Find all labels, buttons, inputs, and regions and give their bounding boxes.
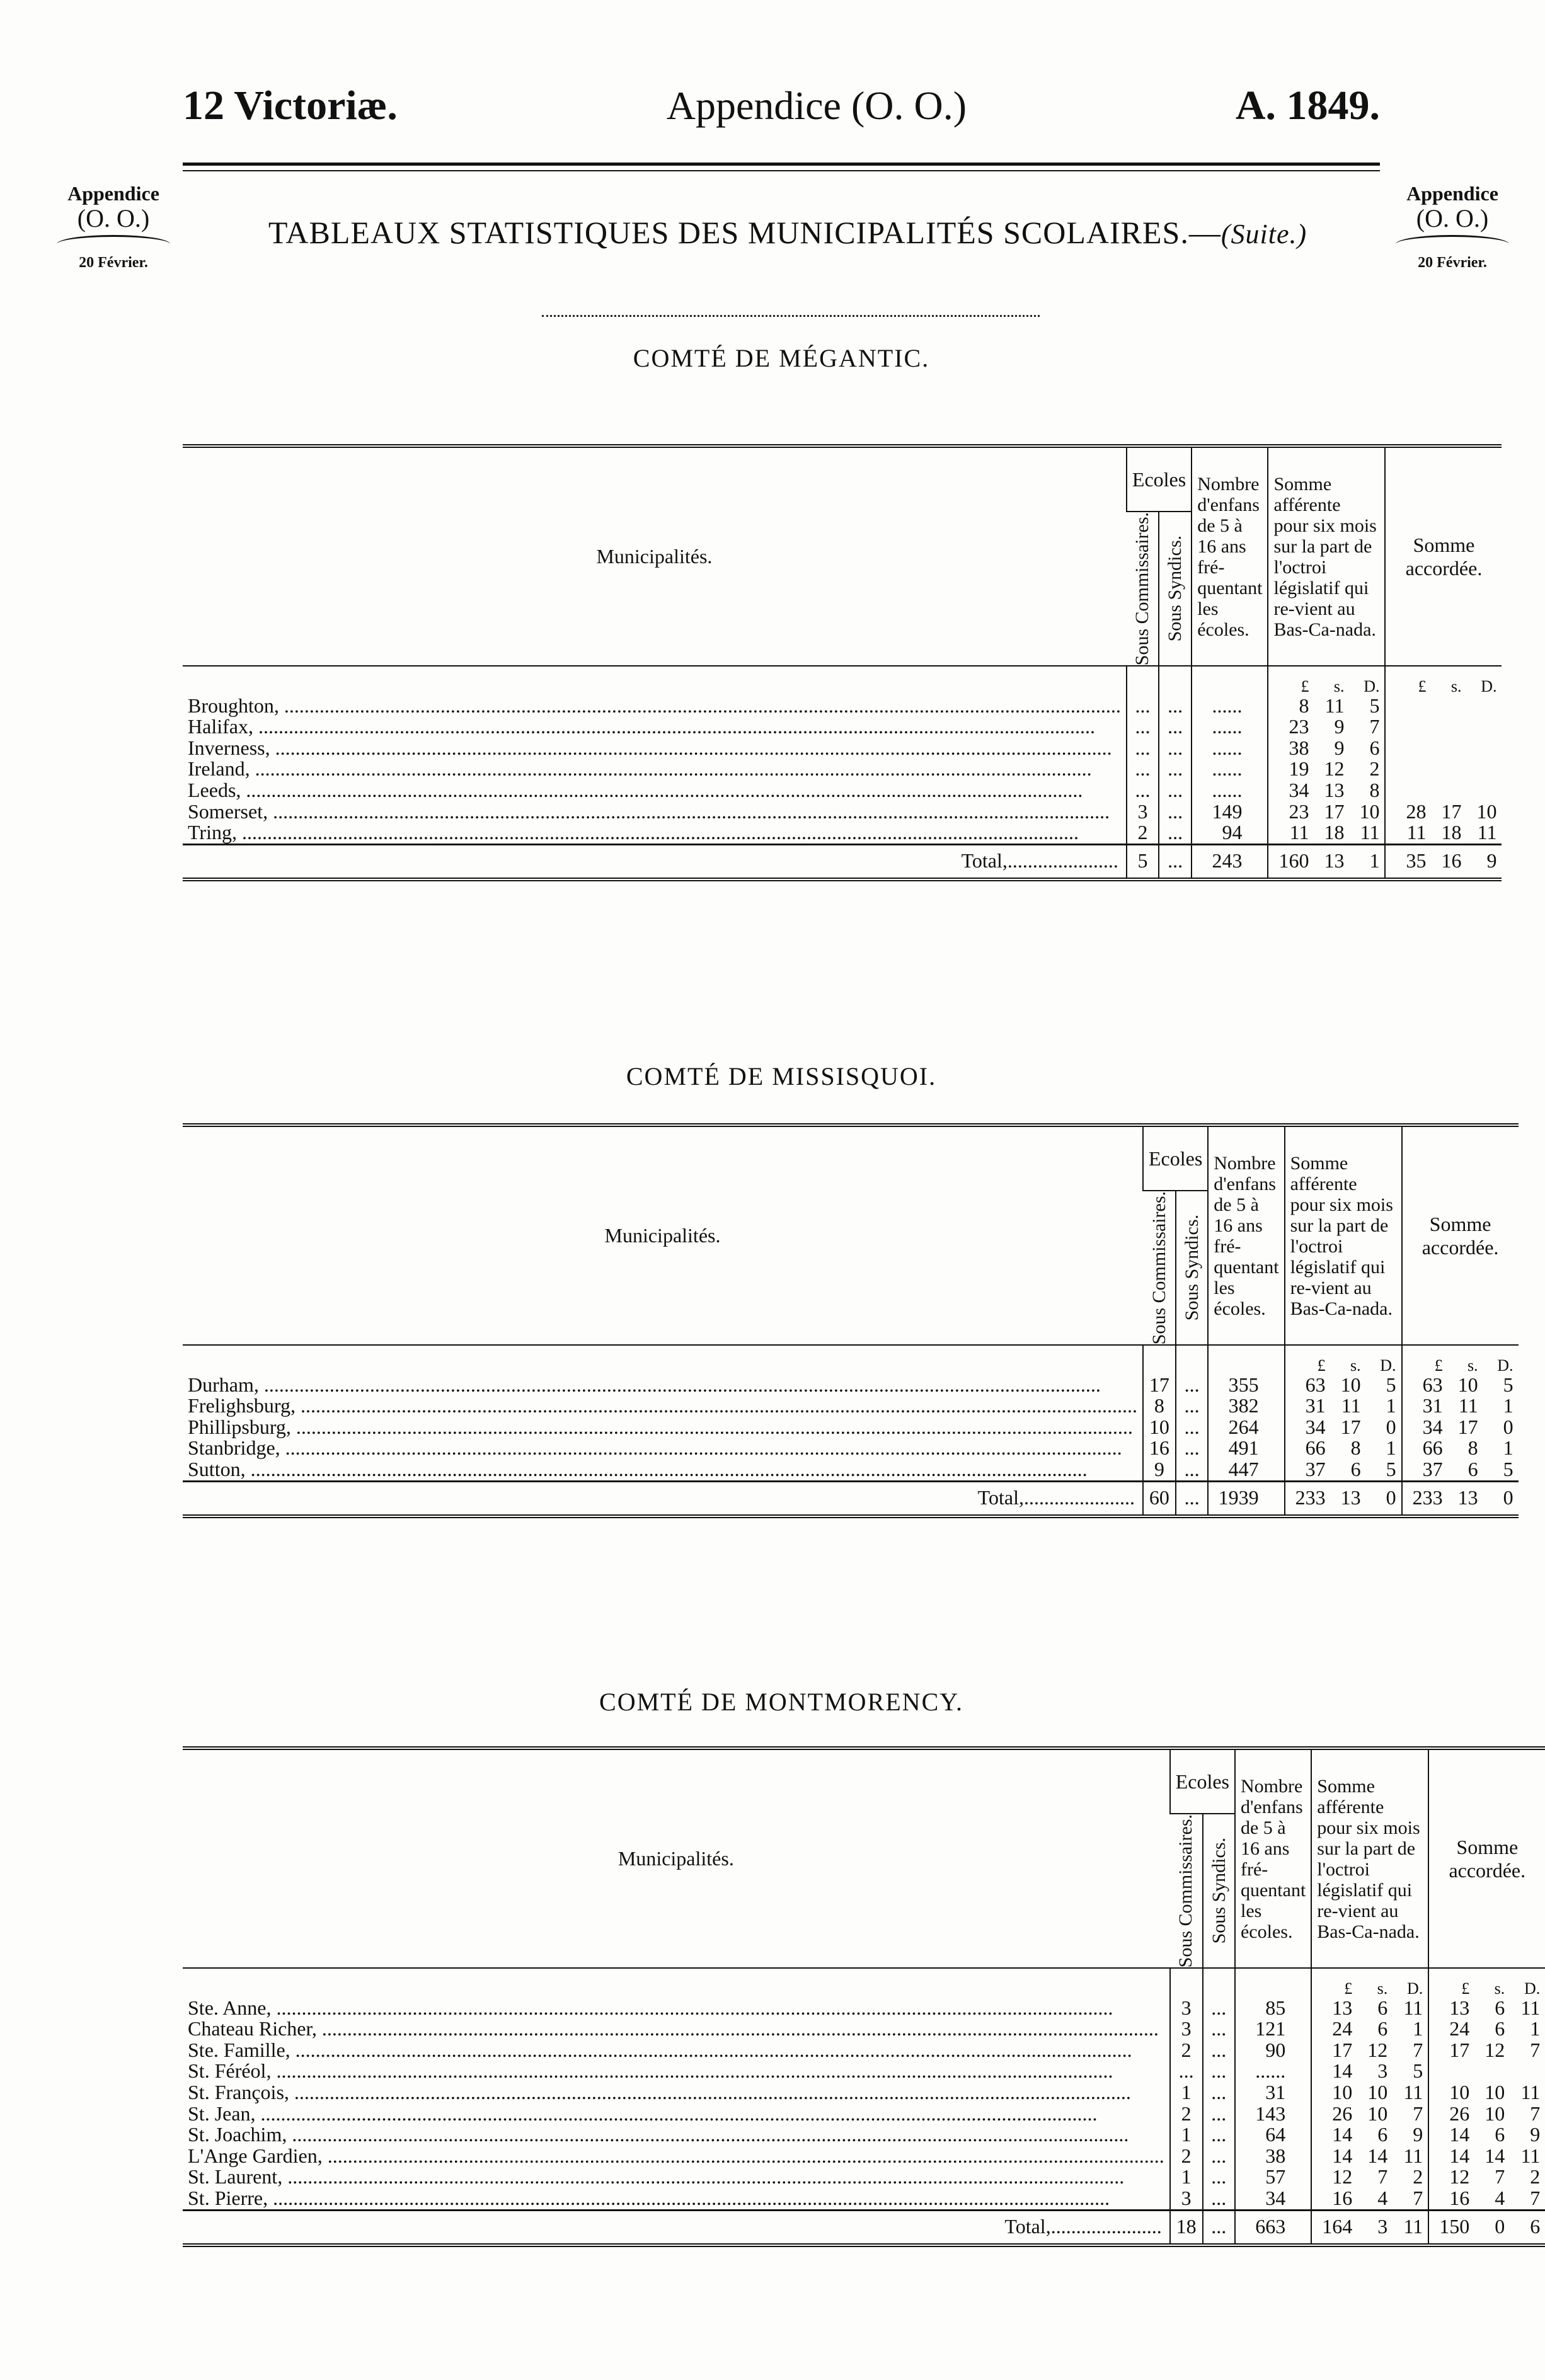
municipality-name: St. Féréol, ..... [183,2061,1170,2082]
municipality-name: St. Pierre, ..... [183,2188,1170,2210]
sous-syndics-value: ... [1159,695,1192,717]
col-municipalites: Municipalités. [617,1847,734,1870]
municipality-name: Broughton, ..... [183,695,1127,717]
somme-accordee-value: 63 10 5 [1402,1375,1519,1396]
county-title: COMTÉ DE MÉGANTIC. [633,344,930,372]
somme-accordee-value [1428,2061,1545,2082]
nombre-value: 143 [1235,2103,1311,2125]
side-note-date: 20 Février. [1418,255,1487,272]
col-municipalites: Municipalités. [604,1224,721,1247]
nombre-value: 57 [1235,2166,1311,2188]
somme-afferente-value: 14 6 9 [1311,2124,1428,2146]
sous-syndics-value: ... [1159,801,1192,823]
side-note-left [50,183,176,272]
somme-accordee-value: 26 10 7 [1428,2103,1545,2125]
side-note-label: Appendice [67,182,159,205]
municipality-name: Somerset, ..... [183,801,1127,823]
somme-accordee-value: 17 12 7 [1428,2040,1545,2061]
total-commissaires: 5 [1127,844,1159,879]
header-rule [183,163,1380,171]
somme-afferente-value: 13 6 11 [1311,1998,1428,2019]
total-label: Total,...................... [183,844,1127,879]
side-note-code: (O. O.) [77,204,150,233]
sous-syndics-value: ... [1159,716,1192,738]
municipality-name: Chateau Richer, ..... [183,2018,1170,2040]
municipality-name: L'Ange Gardien, ..... [183,2146,1170,2167]
somme-accordee-value: 16 4 7 [1428,2188,1545,2210]
total-nombre: 243 [1192,844,1268,879]
table-row [183,2061,1545,2082]
somme-afferente-value: 26 10 7 [1311,2103,1428,2125]
total-nombre: 663 [1235,2210,1311,2245]
sous-commissaires-value: 16 [1143,1438,1176,1459]
unit-row-spacer [183,666,1127,695]
nombre-value: 355 [1208,1375,1284,1396]
col-ecoles: Ecoles [1127,446,1192,512]
somme-accordee-value: 10 10 11 [1428,2082,1545,2103]
somme-accordee-value: 24 6 1 [1428,2018,1545,2040]
county-table [183,444,1502,881]
header-center: Appendice (O. O.) [666,83,967,128]
municipality-name: Leeds, ..... [183,780,1127,801]
total-syndics: ... [1176,1481,1208,1516]
nombre-value: 447 [1208,1459,1284,1481]
sous-syndics-value: ... [1176,1459,1208,1481]
total-afferente: 160 13 1 [1268,844,1385,879]
somme-afferente-value: 17 12 7 [1311,2040,1428,2061]
somme-afferente-value: 31 11 1 [1285,1395,1402,1417]
total-afferente: 233 13 0 [1285,1481,1402,1516]
side-note-code: (O. O.) [1416,204,1489,233]
nombre-value: 34 [1235,2188,1311,2210]
nombre-value: 264 [1208,1417,1284,1438]
somme-afferente-value: 38 9 6 [1268,738,1385,759]
sous-syndics-value: ... [1203,2018,1235,2040]
sous-syndics-value: ... [1176,1417,1208,1438]
county-title: COMTÉ DE MISSISQUOI. [626,1062,937,1090]
total-commissaires: 18 [1170,2210,1203,2245]
nombre-value: 90 [1235,2040,1311,2061]
municipality-name: Sutton, ..... [183,1459,1143,1481]
table-row [183,2124,1545,2146]
municipality-name: St. Jean, ..... [183,2103,1170,2125]
col-nombre: Nombre d'enfans de 5 à 16 ans fré-quentant les écoles. [1192,446,1268,666]
header-right: A. 1849. [1235,83,1380,129]
sous-commissaires-value: 2 [1170,2146,1203,2167]
table-row [183,2018,1545,2040]
decorative-rule [542,315,1040,321]
sous-commissaires-value: 8 [1143,1395,1176,1417]
total-accordee: 150 0 6 [1428,2210,1545,2245]
col-ecoles: Ecoles [1143,1125,1208,1191]
county-table [183,1123,1519,1518]
total-row [183,1481,1519,1516]
brace-mark [1396,235,1509,253]
municipality-name: Stanbridge, ..... [183,1438,1143,1459]
total-accordee: 35 16 9 [1385,844,1502,879]
sous-commissaires-value: 3 [1127,801,1159,823]
table-row [183,2188,1545,2210]
somme-afferente-value: 8 11 5 [1268,695,1385,717]
sous-syndics-value: ... [1176,1395,1208,1417]
nombre-value: 382 [1208,1395,1284,1417]
nombre-value: 38 [1235,2146,1311,2167]
nombre-value: 64 [1235,2124,1311,2146]
nombre-value: ...... [1192,758,1268,780]
col-somme-accordee: Somme accordée. [1428,1748,1545,1968]
table-row [183,780,1502,801]
col-sous-syndics: Sous Syndics. [1203,1814,1235,1968]
unit-row-spacer [183,1968,1170,1997]
table-row [183,2103,1545,2125]
municipality-name: Ste. Famille, ..... [183,2040,1170,2061]
main-title-text: TABLEAUX STATISTIQUES DES MUNICIPALITÉS SCOLAIRES.— [268,215,1221,250]
table-row [183,2146,1545,2167]
sous-commissaires-value: 2 [1170,2040,1203,2061]
somme-afferente-value: 34 13 8 [1268,780,1385,801]
currency-units: £ s. D. [1317,1356,1396,1375]
nombre-value: 94 [1192,822,1268,844]
sous-commissaires-value: 2 [1127,822,1159,844]
col-somme-accordee: Somme accordée. [1402,1125,1519,1345]
sous-commissaires-value: 3 [1170,2188,1203,2210]
sous-commissaires-value: 2 [1170,2103,1203,2125]
somme-accordee-value: 31 11 1 [1402,1395,1519,1417]
col-somme-afferente: Somme afférente pour six mois sur la part de l'octroi législatif qui re-vient au Bas-Ca-nada. [1285,1125,1402,1345]
table-row [183,2040,1545,2061]
nombre-value: ...... [1192,738,1268,759]
somme-afferente-value: 11 18 11 [1268,822,1385,844]
somme-afferente-value: 12 7 2 [1311,2166,1428,2188]
total-syndics: ... [1203,2210,1235,2245]
sous-commissaires-value: 10 [1143,1417,1176,1438]
col-somme-afferente: Somme afférente pour six mois sur la part de l'octroi législatif qui re-vient au Bas-Ca-nada. [1311,1748,1428,1968]
nombre-value: ...... [1192,716,1268,738]
sous-syndics-value: ... [1203,2166,1235,2188]
sous-syndics-value: ... [1159,780,1192,801]
table-row [183,1395,1519,1417]
side-note-date: 20 Février. [79,255,148,272]
county-title: COMTÉ DE MONTMORENCY. [599,1688,963,1716]
somme-afferente-value: 66 8 1 [1285,1438,1402,1459]
sous-commissaires-value: ... [1170,2061,1203,2082]
somme-accordee-value [1385,695,1502,717]
somme-accordee-value: 12 7 2 [1428,2166,1545,2188]
municipality-name: Tring, ..... [183,822,1127,844]
nombre-value: ...... [1235,2061,1311,2082]
municipality-name: Ste. Anne, ..... [183,1998,1170,2019]
total-accordee: 233 13 0 [1402,1481,1519,1516]
col-nombre: Nombre d'enfans de 5 à 16 ans fré-quentant les écoles. [1235,1748,1311,1968]
currency-units: £ s. D. [1301,677,1380,696]
somme-afferente-value: 16 4 7 [1311,2188,1428,2210]
col-nombre: Nombre d'enfans de 5 à 16 ans fré-quentant les écoles. [1208,1125,1284,1345]
col-somme-afferente: Somme afférente pour six mois sur la part de l'octroi législatif qui re-vient au Bas-Ca-nada. [1268,446,1385,666]
table-row [183,2166,1545,2188]
nombre-value: 149 [1192,801,1268,823]
somme-accordee-value [1385,780,1502,801]
somme-accordee-value: 13 6 11 [1428,1998,1545,2019]
total-syndics: ... [1159,844,1192,879]
side-note-label: Appendice [1406,182,1498,205]
col-sous-commissaires: Sous Commissaires. [1127,512,1159,666]
table-row [183,1417,1519,1438]
table-row [183,1998,1545,2019]
somme-accordee-value: 28 17 10 [1385,801,1502,823]
total-row [183,844,1502,879]
municipality-name: Halifax, ..... [183,716,1127,738]
sous-syndics-value: ... [1203,2061,1235,2082]
county-table [183,1746,1545,2247]
currency-units: £ s. D. [1461,1979,1541,1998]
sous-syndics-value: ... [1203,1998,1235,2019]
somme-accordee-value [1385,758,1502,780]
somme-accordee-value: 66 8 1 [1402,1438,1519,1459]
total-row [183,2210,1545,2245]
nombre-value: ...... [1192,695,1268,717]
total-commissaires: 60 [1143,1481,1176,1516]
table-row [183,716,1502,738]
header-left: 12 Victoriæ. [183,83,398,129]
sous-syndics-value: ... [1203,2188,1235,2210]
sous-commissaires-value: 9 [1143,1459,1176,1481]
somme-afferente-value: 10 10 11 [1311,2082,1428,2103]
somme-afferente-value: 63 10 5 [1285,1375,1402,1396]
main-title-suite: (Suite.) [1220,219,1307,249]
sous-commissaires-value: ... [1127,738,1159,759]
somme-afferente-value: 14 3 5 [1311,2061,1428,2082]
table-row [183,758,1502,780]
col-somme-accordee: Somme accordée. [1385,446,1502,666]
municipality-name: St. François, ..... [183,2082,1170,2103]
somme-accordee-value: 11 18 11 [1385,822,1502,844]
main-title [227,214,1348,251]
sous-syndics-value: ... [1176,1438,1208,1459]
side-note-right [1389,183,1515,272]
table-row [183,2082,1545,2103]
sous-commissaires-value: 3 [1170,2018,1203,2040]
col-municipalites: Municipalités. [596,545,713,568]
sous-syndics-value: ... [1159,738,1192,759]
currency-units: £ s. D. [1434,1356,1513,1375]
municipality-name: St. Laurent, ..... [183,2166,1170,2188]
sous-commissaires-value: 17 [1143,1375,1176,1396]
table-row [183,1375,1519,1396]
nombre-value: 85 [1235,1998,1311,2019]
somme-accordee-value: 37 6 5 [1402,1459,1519,1481]
currency-units: £ s. D. [1418,677,1497,696]
sous-commissaires-value: 1 [1170,2082,1203,2103]
sous-commissaires-value: ... [1127,780,1159,801]
unit-row-spacer [183,1345,1143,1374]
nombre-value: ...... [1192,780,1268,801]
col-sous-commissaires: Sous Commissaires. [1143,1191,1176,1345]
table-row [183,822,1502,844]
somme-accordee-value: 14 14 11 [1428,2146,1545,2167]
sous-commissaires-value: 1 [1170,2124,1203,2146]
brace-mark [57,235,170,253]
somme-afferente-value: 23 17 10 [1268,801,1385,823]
col-sous-syndics: Sous Syndics. [1176,1191,1208,1345]
total-label: Total,...................... [183,1481,1143,1516]
nombre-value: 31 [1235,2082,1311,2103]
table-row [183,1438,1519,1459]
nombre-value: 491 [1208,1438,1284,1459]
page-header [183,82,1380,130]
sous-commissaires-value: ... [1127,695,1159,717]
sous-commissaires-value: ... [1127,716,1159,738]
total-nombre: 1939 [1208,1481,1284,1516]
somme-afferente-value: 14 14 11 [1311,2146,1428,2167]
sous-commissaires-value: 1 [1170,2166,1203,2188]
table-row [183,801,1502,823]
somme-afferente-value: 19 12 2 [1268,758,1385,780]
municipality-name: St. Joachim, ..... [183,2124,1170,2146]
somme-accordee-value [1385,716,1502,738]
col-ecoles: Ecoles [1170,1748,1235,1814]
municipality-name: Phillipsburg, ..... [183,1417,1143,1438]
total-afferente: 164 3 11 [1311,2210,1428,2245]
somme-afferente-value: 24 6 1 [1311,2018,1428,2040]
table-row [183,695,1502,717]
municipality-name: Inverness, ..... [183,738,1127,759]
sous-syndics-value: ... [1203,2124,1235,2146]
somme-accordee-value [1385,738,1502,759]
table-row [183,1459,1519,1481]
currency-units: £ s. D. [1344,1979,1423,1998]
sous-syndics-value: ... [1203,2103,1235,2125]
municipality-name: Frelighsburg, ..... [183,1395,1143,1417]
somme-afferente-value: 23 9 7 [1268,716,1385,738]
sous-syndics-value: ... [1203,2082,1235,2103]
somme-accordee-value: 14 6 9 [1428,2124,1545,2146]
sous-syndics-value: ... [1176,1375,1208,1396]
somme-accordee-value: 34 17 0 [1402,1417,1519,1438]
table-row [183,738,1502,759]
somme-afferente-value: 34 17 0 [1285,1417,1402,1438]
sous-syndics-value: ... [1203,2040,1235,2061]
sous-syndics-value: ... [1203,2146,1235,2167]
sous-commissaires-value: ... [1127,758,1159,780]
municipality-name: Ireland, ..... [183,758,1127,780]
total-label: Total,...................... [183,2210,1170,2245]
somme-afferente-value: 37 6 5 [1285,1459,1402,1481]
sous-commissaires-value: 3 [1170,1998,1203,2019]
sous-syndics-value: ... [1159,758,1192,780]
nombre-value: 121 [1235,2018,1311,2040]
col-sous-commissaires: Sous Commissaires. [1170,1814,1203,1968]
col-sous-syndics: Sous Syndics. [1159,512,1192,666]
municipality-name: Durham, ..... [183,1375,1143,1396]
sous-syndics-value: ... [1159,822,1192,844]
